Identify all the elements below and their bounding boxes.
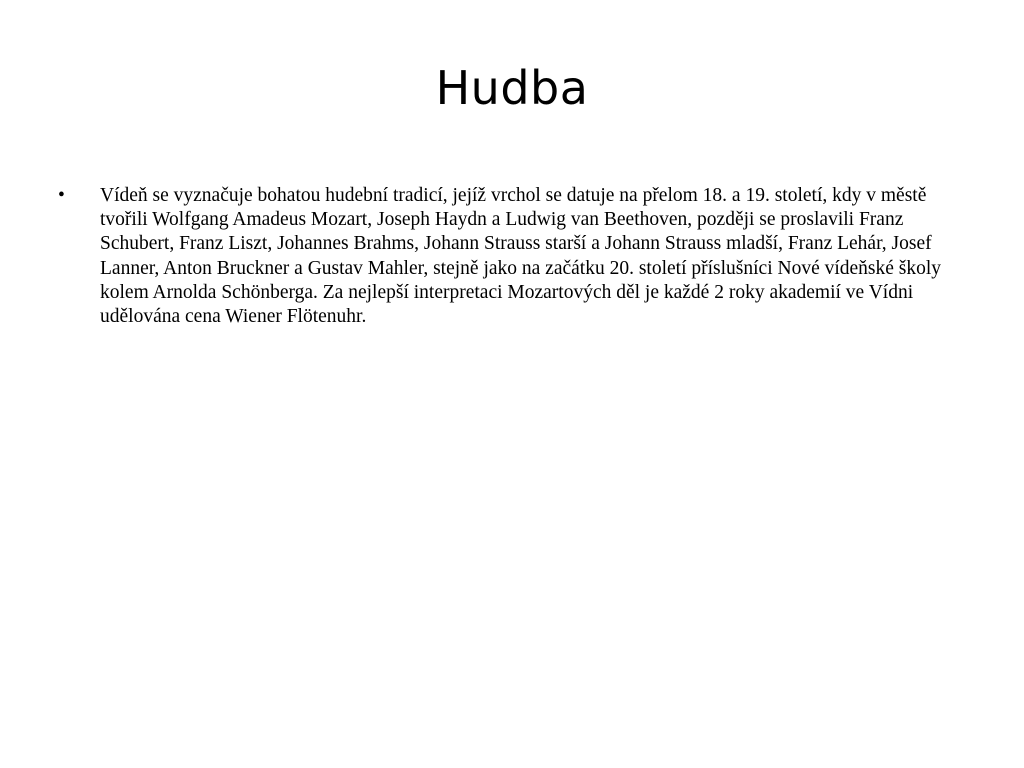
bullet-item — [58, 184, 958, 329]
bullet-list — [58, 184, 958, 329]
bullet-text: Vídeň se vyznačuje bohatou hudební tradicí, jejíž vrchol se datuje na přelom 18. a 19. století, kdy v městě tvořili Wolfgang Amadeus Mozart, Joseph Haydn a Ludwig van Beethoven, později se proslavili Franz Schubert, Franz Liszt, Johannes Brahms, Johann Strauss starší a Johann Strauss mladší, Franz Lehár, Josef Lanner, Anton Bruckner a Gustav Mahler, stejně jako na začátku 20. století příslušníci Nové vídeňské školy kolem Arnolda Schönberga. Za nejlepší interpretaci Mozartových děl je každé 2 roky akademií ve Vídni udělována cena Wiener Flötenuhr. — [100, 185, 942, 328]
slide-title: Hudba — [435, 61, 589, 115]
bullet-marker: • — [58, 185, 65, 206]
